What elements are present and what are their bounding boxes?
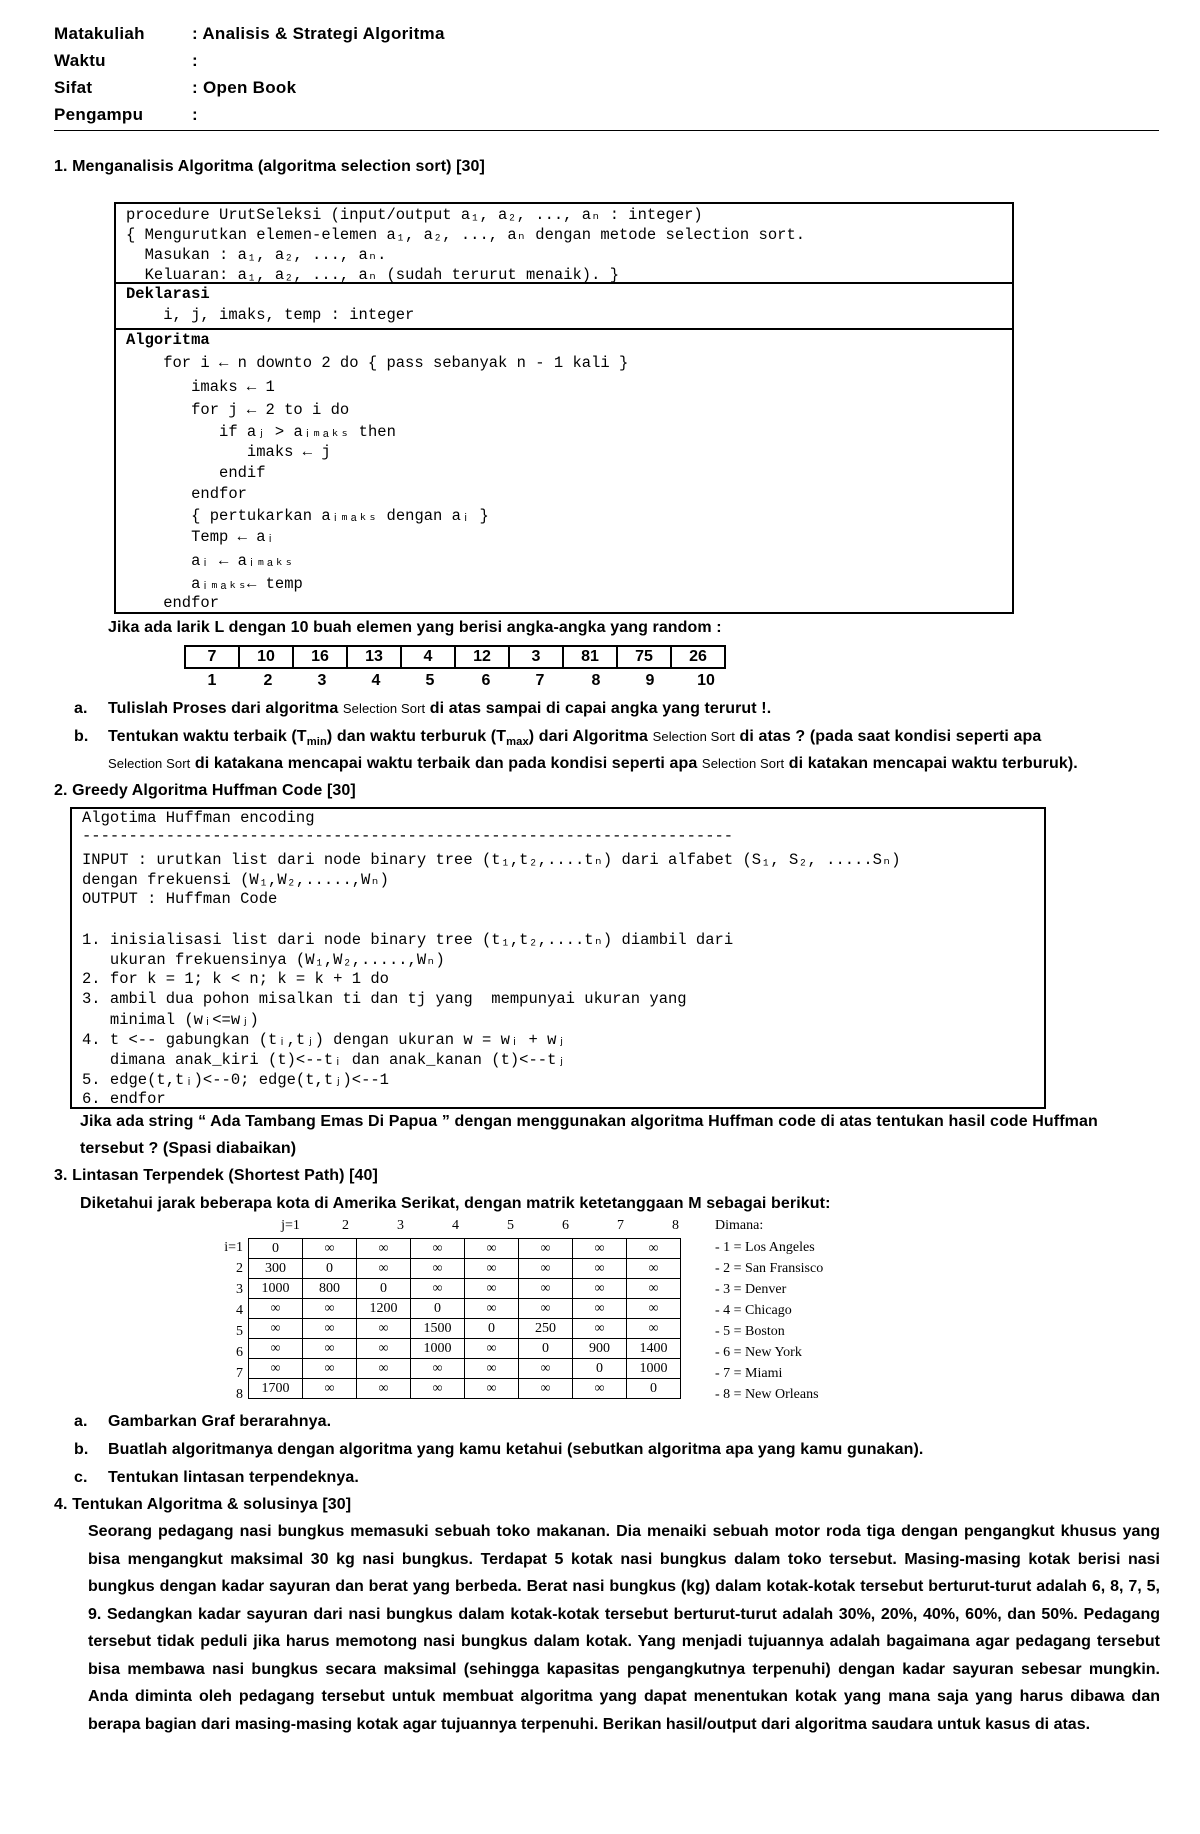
header-value-waktu: :: [192, 51, 198, 70]
q1-b-text-2: ) dan waktu terburuk (T: [326, 728, 507, 745]
q3-item-text: Tentukan lintasan terpendeknya.: [108, 1469, 359, 1486]
array-cell: 4: [401, 646, 455, 668]
q3-adjacency-matrix: [248, 1238, 681, 1399]
array-cell: 7: [185, 646, 239, 668]
array-index: 10: [697, 672, 715, 689]
header-divider: [54, 130, 1159, 131]
array-index: 1: [207, 672, 217, 689]
q1-code-header-box: [114, 202, 1014, 284]
q2-code-line: INPUT : urutkan list dari node binary tree (t₁,t₂,....tₙ) dari alfabet (S₁, S₂, .....Sₙ): [82, 851, 901, 869]
q1-b-text: Tentukan waktu terbaik (T: [108, 728, 307, 745]
matrix-cell: ∞: [357, 1379, 411, 1399]
matrix-cell: ∞: [627, 1239, 681, 1259]
q1-a-text: Tulislah Proses dari algoritma: [108, 700, 343, 717]
matrix-col-header: 5: [507, 1218, 514, 1233]
matrix-cell: ∞: [573, 1379, 627, 1399]
matrix-cell: ∞: [249, 1319, 303, 1339]
q1-algoritma-line: endfor: [126, 594, 220, 612]
matrix-cell: ∞: [357, 1259, 411, 1279]
matrix-row-label: 7: [236, 1366, 243, 1381]
matrix-col-header: 8: [672, 1218, 679, 1233]
q2-code-line: OUTPUT : Huffman Code: [82, 890, 278, 908]
matrix-cell: ∞: [411, 1259, 465, 1279]
q3-item-label: b.: [74, 1441, 89, 1458]
matrix-cell: ∞: [627, 1299, 681, 1319]
matrix-cell: ∞: [465, 1379, 519, 1399]
q2-code-line: dengan frekuensi (W₁,W₂,.....,Wₙ): [82, 871, 389, 889]
q1-a-text-end: di atas sampai di capai angka yang terurut !.: [425, 700, 772, 717]
matrix-cell: ∞: [465, 1359, 519, 1379]
matrix-cell: 800: [303, 1279, 357, 1299]
matrix-cell: 1000: [249, 1279, 303, 1299]
matrix-cell: 0: [519, 1339, 573, 1359]
q2-code-box: [70, 807, 1046, 1109]
array-index: 4: [371, 672, 381, 689]
q3-legend-title: Dimana:: [715, 1218, 764, 1233]
q2-code-line: 5. edge(t,tᵢ)<--0; edge(t,tⱼ)<--1: [82, 1071, 389, 1089]
legend-item: - 6 = New York: [715, 1345, 802, 1360]
q2-code-line: dimana anak_kiri (t)<--tᵢ dan anak_kanan (t)<--tⱼ: [82, 1051, 566, 1069]
q1-code-header-line: Keluaran: a₁, a₂, ..., aₙ (sudah terurut menaik). }: [126, 266, 620, 284]
matrix-cell: 1000: [411, 1339, 465, 1359]
array-cell: 16: [293, 646, 347, 668]
q1-algoritma-line: endif: [126, 464, 266, 482]
q3-title: 3. Lintasan Terpendek (Shortest Path) [40]: [54, 1167, 378, 1184]
array-index: 2: [263, 672, 273, 689]
matrix-cell: ∞: [411, 1279, 465, 1299]
legend-item: - 2 = San Fransisco: [715, 1261, 824, 1276]
q1-deklarasi-line: i, j, imaks, temp : integer: [126, 306, 415, 324]
matrix-cell: ∞: [627, 1279, 681, 1299]
matrix-cell: ∞: [303, 1319, 357, 1339]
matrix-col-header: 7: [617, 1218, 624, 1233]
q1-b-text-3: ) dari Algoritma: [528, 728, 653, 745]
q4-title: 4. Tentukan Algoritma & solusinya [30]: [54, 1496, 352, 1513]
array-index: 3: [317, 672, 327, 689]
q1-algoritma-line: Temp ← aᵢ: [126, 528, 275, 546]
legend-item: - 3 = Denver: [715, 1282, 787, 1297]
q1-algoritma-line: aᵢ ← aᵢₘₐₖₛ: [126, 552, 294, 570]
q3-item-label: a.: [74, 1413, 88, 1430]
q2-code-line: 1. inisialisasi list dari node binary tree (t₁,t₂,....tₙ) diambil dari: [82, 931, 734, 949]
matrix-row: [249, 1319, 681, 1339]
q1-algoritma-line: aᵢₘₐₖₛ← temp: [126, 575, 303, 593]
header-label-pengampu: Pengampu: [54, 105, 144, 124]
legend-item: - 7 = Miami: [715, 1366, 783, 1381]
header-value-sifat: : Open Book: [192, 78, 297, 97]
q1-item-b: [108, 728, 1041, 748]
matrix-cell: ∞: [303, 1299, 357, 1319]
array-cell: 26: [671, 646, 725, 668]
matrix-cell: ∞: [303, 1239, 357, 1259]
matrix-cell: ∞: [627, 1259, 681, 1279]
matrix-cell: ∞: [249, 1339, 303, 1359]
matrix-cell: 0: [303, 1259, 357, 1279]
matrix-cell: ∞: [357, 1319, 411, 1339]
matrix-cell: ∞: [465, 1299, 519, 1319]
q1-code-header-line: Masukan : a₁, a₂, ..., aₙ.: [126, 246, 387, 264]
legend-item: - 4 = Chicago: [715, 1303, 792, 1318]
matrix-cell: ∞: [249, 1299, 303, 1319]
matrix-cell: 0: [357, 1279, 411, 1299]
matrix-row: [249, 1279, 681, 1299]
array-cell: 13: [347, 646, 401, 668]
q2-code-line: 4. t <-- gabungkan (tᵢ,tⱼ) dengan ukuran w = wᵢ + wⱼ: [82, 1031, 566, 1049]
matrix-cell: ∞: [573, 1239, 627, 1259]
q1-algoritma-line: { pertukarkan aᵢₘₐₖₛ dengan aᵢ }: [126, 507, 489, 525]
q3-item-label: c.: [74, 1469, 88, 1486]
q1-b-text-4: di atas ? (pada saat kondisi seperti apa: [734, 728, 1042, 745]
q1-code-header-line: { Mengurutkan elemen-elemen a₁, a₂, ..., aₙ dengan metode selection sort.: [126, 226, 806, 244]
matrix-cell: 1000: [627, 1359, 681, 1379]
matrix-cell: 1500: [411, 1319, 465, 1339]
matrix-cell: ∞: [411, 1359, 465, 1379]
matrix-row-label: 5: [236, 1324, 243, 1339]
matrix-cell: ∞: [627, 1319, 681, 1339]
array-cell: 10: [239, 646, 293, 668]
matrix-cell: ∞: [465, 1259, 519, 1279]
matrix-cell: ∞: [249, 1359, 303, 1379]
matrix-row-label: 2: [236, 1261, 243, 1276]
q1-code-header-line: procedure UrutSeleksi (input/output a₁, a₂, ..., aₙ : integer): [126, 206, 703, 224]
q2-code-line: Algotima Huffman encoding: [82, 809, 315, 827]
array-cell: 75: [617, 646, 671, 668]
matrix-cell: ∞: [573, 1279, 627, 1299]
matrix-cell: ∞: [519, 1359, 573, 1379]
array-cell: 3: [509, 646, 563, 668]
matrix-col-header: 4: [452, 1218, 459, 1233]
matrix-row: [249, 1359, 681, 1379]
q1-algoritma-line: imaks ← j: [126, 443, 331, 461]
matrix-cell: ∞: [357, 1239, 411, 1259]
matrix-cell: 0: [465, 1319, 519, 1339]
q4-paragraph: Seorang pedagang nasi bungkus memasuki sebuah toko makanan. Dia menaiki sebuah motor roda tiga dengan pengangkut khusus yang bisa mengangkut maksimal 30 kg nasi bungkus. Terdapat 5 kotak nasi bungkus dalam toko tersebut. Masing-masing kotak berisi nasi bungkus dengan kadar sayuran dan berat yang berbeda. Berat nasi bungkus (kg) dalam kotak-kotak tersebut berturut-turut adalah 6, 8, 7, 5, 9. Sedangkan kadar sayuran dari nasi bungkus dalam kotak-kotak tersebut berturut-turut adalah 30%, 20%, 40%, 60%, dan 50%. Pedagang tersebut tidak peduli jika harus memotong nasi bungkus dalam kotak. Yang menjadi tujuannya adalah bagaimana agar pedagang tersebut bisa membawa nasi bungkus secara maksimal (sehingga kapasitas pengangkutnya terpenuhi) dengan kadar sayuran sebesar mungkin. Anda diminta oleh pedagang tersebut untuk membuat algoritma yang dapat menentukan kotak yang mana saja yang harus dibawa dan berapa bagian dari masing-masing kotak agar tujuannya terpenuhi. Berikan hasil/output dari algoritma saudara untuk kasus di atas.: [88, 1523, 1160, 1733]
array-index: 5: [425, 672, 435, 689]
q1-title: 1. Menganalisis Algoritma (algoritma selection sort) [30]: [54, 158, 485, 175]
matrix-row-label: 6: [236, 1345, 243, 1360]
q1-algoritma-box: [114, 328, 1014, 614]
matrix-col-header: 2: [342, 1218, 349, 1233]
matrix-cell: 1400: [627, 1339, 681, 1359]
q1-algoritma-line: for i ← n downto 2 do { pass sebanyak n - 1 kali }: [126, 354, 629, 372]
array-index: 6: [481, 672, 491, 689]
matrix-cell: ∞: [411, 1379, 465, 1399]
q1-b-line2-selection-sort-2: Selection Sort: [701, 756, 785, 771]
matrix-cell: ∞: [465, 1279, 519, 1299]
matrix-cell: 0: [627, 1379, 681, 1399]
matrix-cell: ∞: [519, 1299, 573, 1319]
matrix-cell: ∞: [573, 1319, 627, 1339]
q1-deklarasi-title: Deklarasi: [126, 285, 210, 303]
header-value-matakuliah: : Analisis & Strategi Algoritma: [192, 24, 445, 43]
matrix-cell: ∞: [573, 1299, 627, 1319]
matrix-col-header: j=1: [281, 1218, 300, 1233]
matrix-cell: ∞: [465, 1239, 519, 1259]
legend-item: - 1 = Los Angeles: [715, 1240, 815, 1255]
matrix-cell: 1200: [357, 1299, 411, 1319]
matrix-cell: ∞: [519, 1239, 573, 1259]
array-index: 9: [645, 672, 655, 689]
matrix-row: [249, 1239, 681, 1259]
array-index: 7: [535, 672, 545, 689]
matrix-cell: ∞: [519, 1259, 573, 1279]
header-label-matakuliah: Matakuliah: [54, 24, 145, 43]
q3-item-text: Gambarkan Graf berarahnya.: [108, 1413, 332, 1430]
matrix-row-label: i=1: [224, 1240, 243, 1255]
array-index: 8: [591, 672, 601, 689]
matrix-cell: 900: [573, 1339, 627, 1359]
matrix-cell: 0: [573, 1359, 627, 1379]
q1-array-intro: Jika ada larik L dengan 10 buah elemen yang berisi angka-angka yang random :: [108, 619, 722, 636]
q1-b-line2-end: di katakan mencapai waktu terburuk).: [784, 755, 1078, 772]
matrix-row: [249, 1259, 681, 1279]
matrix-cell: ∞: [411, 1239, 465, 1259]
matrix-cell: ∞: [519, 1279, 573, 1299]
matrix-cell: 1700: [249, 1379, 303, 1399]
q1-item-b-line2: [108, 755, 1078, 773]
header-label-waktu: Waktu: [54, 51, 106, 70]
q2-question-line2: tersebut ? (Spasi diabaikan): [80, 1140, 297, 1157]
matrix-cell: ∞: [303, 1339, 357, 1359]
q1-algoritma-line: for j ← 2 to i do: [126, 401, 350, 419]
q1-b-line2-text: di katakana mencapai waktu terbaik dan pada kondisi seperti apa: [190, 755, 702, 772]
q2-code-line: ----------------------------------------------------------------------: [82, 827, 734, 845]
matrix-row-label: 4: [236, 1303, 243, 1318]
q1-b-sub-max: max: [506, 736, 529, 749]
q1-algoritma-title: Algoritma: [126, 331, 210, 349]
matrix-cell: 0: [411, 1299, 465, 1319]
q1-deklarasi-box: [114, 282, 1014, 330]
matrix-cell: ∞: [303, 1359, 357, 1379]
array-cell: 12: [455, 646, 509, 668]
q2-code-line: 6. endfor: [82, 1090, 166, 1108]
matrix-cell: ∞: [573, 1259, 627, 1279]
array-cell: 81: [563, 646, 617, 668]
q3-item-text: Buatlah algoritmanya dengan algoritma yang kamu ketahui (sebutkan algoritma apa yang kamu gunakan).: [108, 1441, 924, 1458]
q2-code-line: 2. for k = 1; k < n; k = k + 1 do: [82, 970, 389, 988]
q1-b-selection-sort: Selection Sort: [652, 729, 735, 744]
legend-item: - 8 = New Orleans: [715, 1387, 819, 1402]
matrix-row: [249, 1299, 681, 1319]
matrix-row: [249, 1379, 681, 1399]
matrix-cell: 0: [249, 1239, 303, 1259]
q1-b-sub-min: min: [306, 736, 327, 749]
q2-question-line1: Jika ada string “ Ada Tambang Emas Di Papua ” dengan menggunakan algoritma Huffman code di atas tentukan hasil code Huffman: [80, 1113, 1098, 1130]
q1-algoritma-line: endfor: [126, 485, 247, 503]
q2-code-line: minimal (wᵢ<=wⱼ): [82, 1011, 259, 1029]
q2-title: 2. Greedy Algoritma Huffman Code [30]: [54, 782, 356, 799]
matrix-cell: ∞: [357, 1359, 411, 1379]
q1-algoritma-line: if aⱼ > aᵢₘₐₖₛ then: [126, 423, 396, 441]
matrix-col-header: 6: [562, 1218, 569, 1233]
q3-intro: Diketahui jarak beberapa kota di Amerika Serikat, dengan matrik ketetanggaan M sebagai berikut:: [80, 1195, 831, 1212]
q1-b-line2-selection-sort: Selection Sort: [108, 756, 191, 771]
matrix-row: [249, 1339, 681, 1359]
q1-item-b-label: b.: [74, 728, 89, 745]
matrix-cell: ∞: [357, 1339, 411, 1359]
header-label-sifat: Sifat: [54, 78, 93, 97]
q2-code-line: 3. ambil dua pohon misalkan ti dan tj yang mempunyai ukuran yang: [82, 990, 687, 1008]
matrix-row-label: 8: [236, 1387, 243, 1402]
header-value-pengampu: :: [192, 105, 198, 124]
matrix-row-label: 3: [236, 1282, 243, 1297]
matrix-cell: ∞: [303, 1379, 357, 1399]
matrix-cell: 300: [249, 1259, 303, 1279]
q1-item-a-label: a.: [74, 700, 88, 717]
matrix-cell: 250: [519, 1319, 573, 1339]
legend-item: - 5 = Boston: [715, 1324, 785, 1339]
q2-code-line: ukuran frekuensinya (W₁,W₂,.....,Wₙ): [82, 951, 445, 969]
matrix-cell: ∞: [465, 1339, 519, 1359]
matrix-col-header: 3: [397, 1218, 404, 1233]
q1-algoritma-line: imaks ← 1: [126, 378, 275, 396]
q1-array-table: [184, 645, 726, 669]
matrix-cell: ∞: [519, 1379, 573, 1399]
q1-a-selection-sort: Selection Sort: [342, 701, 426, 716]
q1-item-a: [108, 700, 771, 718]
